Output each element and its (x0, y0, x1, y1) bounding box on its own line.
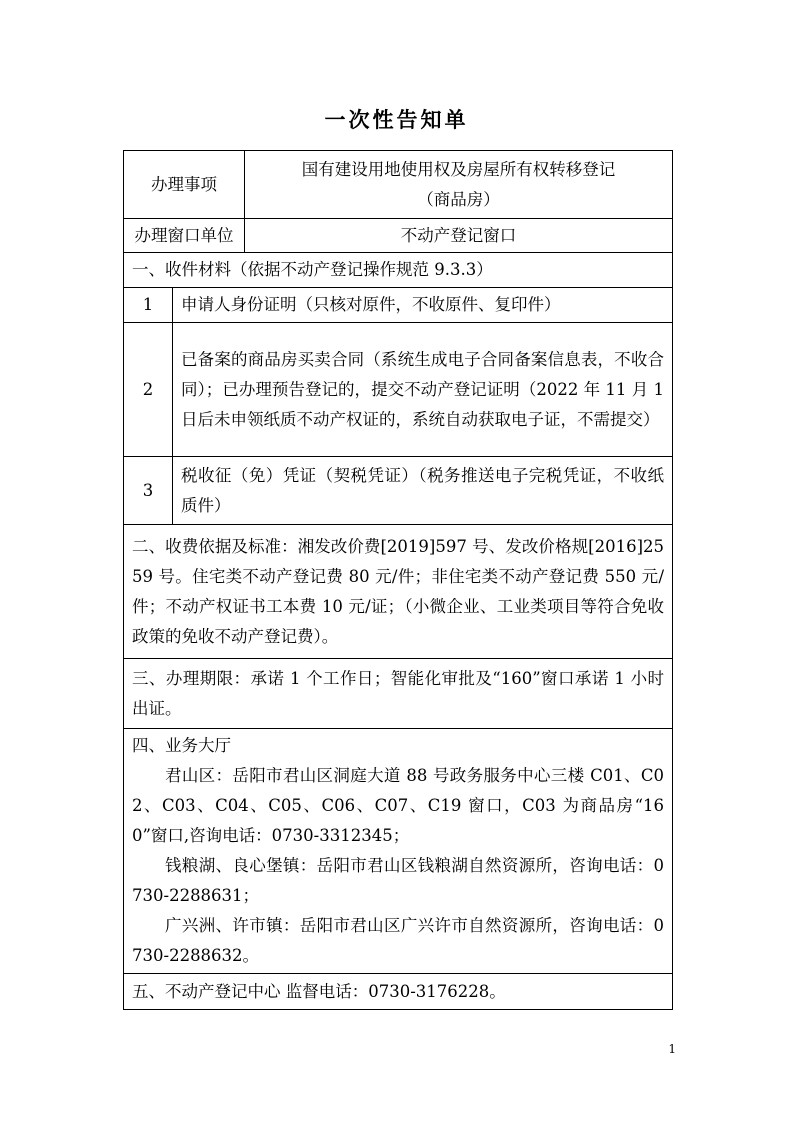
processing-time-text: 三、办理期限：承诺 1 个工作日；智能化审批及“160”窗口承诺 1 小时出证。 (124, 659, 673, 729)
section4-row (124, 729, 673, 974)
matter-label: 办理事项 (124, 151, 245, 219)
section2-row (124, 525, 673, 659)
notice-table (123, 150, 673, 1010)
service-hall-heading: 四、业务大厅 (132, 736, 231, 755)
section5-row (124, 974, 673, 1010)
material-row (124, 323, 673, 457)
matter-value-line2: （商品房） (417, 189, 500, 209)
matter-value (245, 151, 673, 219)
page-number: 1 (668, 1042, 676, 1056)
window-value: 不动产登记窗口 (245, 219, 673, 253)
matter-row (124, 151, 673, 219)
material-text: 税收征（免）凭证（契税凭证）（税务推送电子完税凭证，不收纸质件） (173, 457, 673, 525)
page-title: 一次性告知单 (324, 107, 469, 132)
section1-heading: 一、收件材料（依据不动产登记操作规范 9.3.3） (124, 253, 673, 288)
material-row (124, 288, 673, 323)
window-label: 办理窗口单位 (124, 219, 245, 253)
service-hall-junshan: 君山区：岳阳市君山区洞庭大道 88 号政务服务中心三楼 C01、C02、C03、C04、C05、C06、C07、C19 窗口，C03 为商品房“160”窗口,咨询电话：0730-3312345； (132, 766, 664, 845)
service-hall (124, 729, 673, 974)
material-number: 1 (124, 288, 173, 323)
service-hall-qianlianghu: 钱粮湖、良心堡镇：岳阳市君山区钱粮湖自然资源所，咨询电话：0730-2288631； (132, 856, 664, 905)
matter-value-line1: 国有建设用地使用权及房屋所有权转移登记 (301, 159, 616, 179)
section3-row (124, 659, 673, 729)
material-row (124, 457, 673, 525)
supervision-phone-text: 五、不动产登记中心 监督电话：0730-3176228。 (124, 974, 673, 1010)
material-text: 已备案的商品房买卖合同（系统生成电子合同备案信息表，不收合同）；已办理预告登记的，提交不动产登记证明（2022 年 11 月 1 日后未申领纸质不动产权证的，系统自动获取电子证，不需提交） (173, 323, 673, 457)
window-row (124, 219, 673, 253)
section1-heading-row (124, 253, 673, 288)
material-number: 2 (124, 323, 173, 457)
material-text: 申请人身份证明（只核对原件，不收原件、复印件） (173, 288, 673, 323)
fee-basis-text: 二、收费依据及标准：湘发改价费[2019]597 号、发改价格规[2016]2559 号。住宅类不动产登记费 80 元/件；非住宅类不动产登记费 550 元/件；不动产权证书工本费 10 元/证；（小微企业、工业类项目等符合免收政策的免收不动产登记费）。 (124, 525, 673, 659)
material-number: 3 (124, 457, 173, 525)
service-hall-guangxingzhou: 广兴洲、许市镇：岳阳市君山区广兴许市自然资源所，咨询电话：0730-2288632。 (132, 916, 664, 965)
